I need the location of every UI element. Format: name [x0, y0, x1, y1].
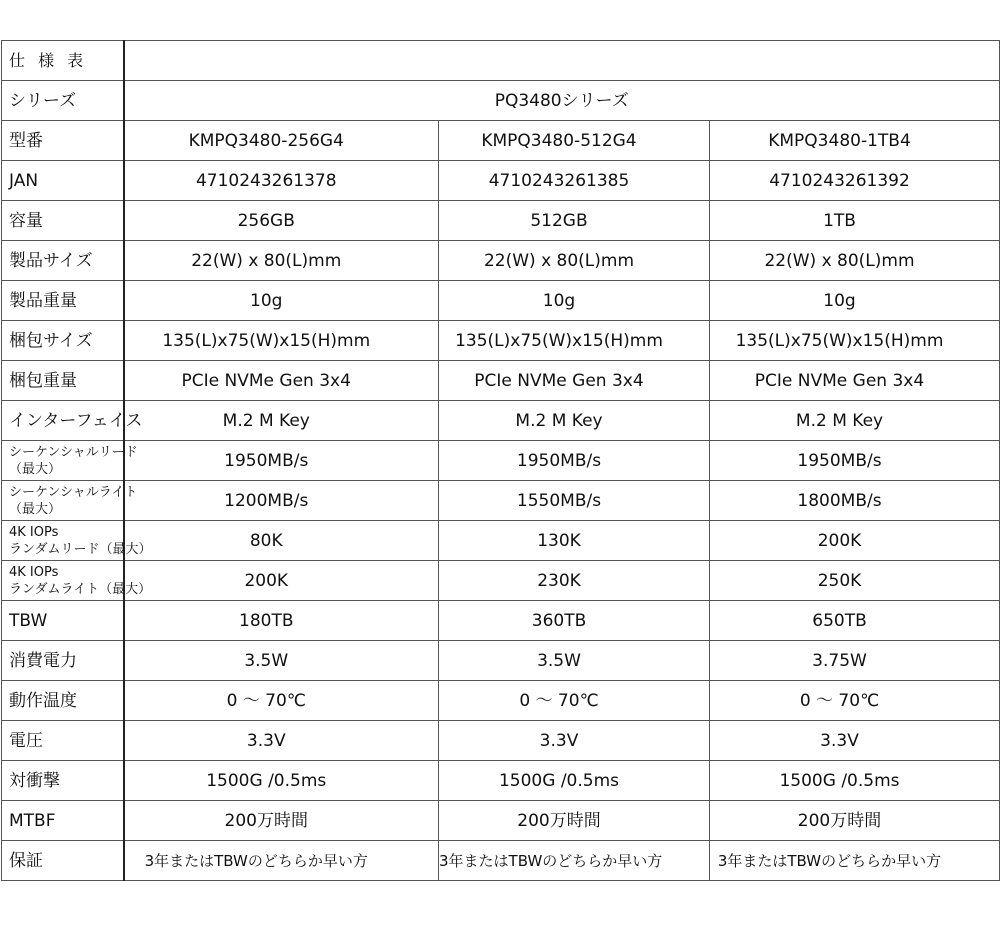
table-row — [2, 521, 1000, 561]
table-row — [2, 401, 1000, 441]
row-label — [2, 521, 152, 561]
cell-512gb: 230K — [439, 561, 710, 601]
table-row — [2, 321, 1000, 361]
row-label-line-2: （最大） — [9, 501, 62, 517]
row-label: インターフェイス — [2, 401, 124, 441]
row-label: 電圧 — [2, 721, 124, 761]
cell-512gb: 22(W) x 80(L)mm — [439, 241, 710, 281]
row-label — [2, 561, 152, 601]
spec-table — [1, 40, 1000, 881]
table-title-empty-cell — [124, 41, 1000, 81]
row-label: 型番 — [2, 121, 124, 161]
table-row — [2, 761, 1000, 801]
row-label: 梱包サイズ — [2, 321, 124, 361]
cell-512gb: 360TB — [439, 601, 710, 641]
cell-1tb: 4710243261392 — [710, 161, 1000, 201]
cell-1tb: 1TB — [710, 201, 1000, 241]
table-title: 仕 様 表 — [2, 41, 124, 81]
series-label: シリーズ — [2, 81, 124, 121]
row-label-line-1: 4K IOPs — [9, 564, 59, 580]
cell-256gb: 0 ～ 70℃ — [124, 681, 439, 721]
cell-1tb: 1500G /0.5ms — [710, 761, 1000, 801]
cell-1tb: 10g — [710, 281, 1000, 321]
cell-256gb: 180TB — [124, 601, 439, 641]
row-label-line-2: （最大） — [9, 461, 62, 477]
series-value: PQ3480シリーズ — [124, 81, 1000, 121]
cell-256gb: 3.5W — [124, 641, 439, 681]
row-label-line-1: 4K IOPs — [9, 524, 59, 540]
cell-1tb: 250K — [710, 561, 1000, 601]
row-label — [2, 441, 138, 481]
cell-1tb: 0 ～ 70℃ — [710, 681, 1000, 721]
cell-256gb: 22(W) x 80(L)mm — [124, 241, 439, 281]
cell-256gb: 135(L)x75(W)x15(H)mm — [124, 321, 439, 361]
cell-512gb: 512GB — [439, 201, 710, 241]
table-row — [2, 601, 1000, 641]
row-label: 製品重量 — [2, 281, 124, 321]
cell-512gb: 130K — [439, 521, 710, 561]
cell-512gb: 10g — [439, 281, 710, 321]
table-row — [2, 801, 1000, 841]
cell-512gb: KMPQ3480-512G4 — [439, 121, 710, 161]
table-row — [2, 361, 1000, 401]
row-label — [2, 481, 138, 521]
row-label: TBW — [2, 601, 124, 641]
cell-1tb: 3年またはTBWのどちらか早い方 — [710, 841, 1000, 881]
row-label: 梱包重量 — [2, 361, 124, 401]
table-row — [2, 241, 1000, 281]
cell-256gb: PCIe NVMe Gen 3x4 — [124, 361, 439, 401]
table-row-series — [2, 81, 1000, 121]
cell-512gb: 1550MB/s — [439, 481, 710, 521]
table-row — [2, 481, 1000, 521]
cell-1tb: 3.75W — [710, 641, 1000, 681]
row-label: JAN — [2, 161, 124, 201]
row-label-line-2: ランダムリード（最大） — [9, 541, 152, 557]
cell-256gb: 80K — [124, 521, 439, 561]
cell-512gb: 3.5W — [439, 641, 710, 681]
cell-256gb: 1950MB/s — [124, 441, 439, 481]
cell-1tb: PCIe NVMe Gen 3x4 — [710, 361, 1000, 401]
cell-256gb: 4710243261378 — [124, 161, 439, 201]
table-row — [2, 201, 1000, 241]
cell-256gb: 3年またはTBWのどちらか早い方 — [124, 841, 439, 881]
table-row — [2, 161, 1000, 201]
table-row-title — [2, 41, 1000, 81]
cell-1tb: 650TB — [710, 601, 1000, 641]
row-label: 容量 — [2, 201, 124, 241]
table-row — [2, 721, 1000, 761]
table-row — [2, 441, 1000, 481]
cell-1tb: 135(L)x75(W)x15(H)mm — [710, 321, 1000, 361]
cell-512gb: 1950MB/s — [439, 441, 710, 481]
cell-256gb: 200K — [124, 561, 439, 601]
cell-512gb: 135(L)x75(W)x15(H)mm — [439, 321, 710, 361]
cell-1tb: 200K — [710, 521, 1000, 561]
cell-1tb: 200万時間 — [710, 801, 1000, 841]
table-row — [2, 281, 1000, 321]
table-row — [2, 121, 1000, 161]
table-row — [2, 561, 1000, 601]
cell-1tb: KMPQ3480-1TB4 — [710, 121, 1000, 161]
cell-256gb: 1200MB/s — [124, 481, 439, 521]
cell-256gb: 200万時間 — [124, 801, 439, 841]
row-label-line-1: シーケンシャルライト — [9, 484, 138, 500]
cell-1tb: 1800MB/s — [710, 481, 1000, 521]
cell-512gb: 1500G /0.5ms — [439, 761, 710, 801]
cell-256gb: KMPQ3480-256G4 — [124, 121, 439, 161]
row-label: MTBF — [2, 801, 124, 841]
cell-256gb: 10g — [124, 281, 439, 321]
cell-1tb: 3.3V — [710, 721, 1000, 761]
row-label: 対衝撃 — [2, 761, 124, 801]
cell-256gb: M.2 M Key — [124, 401, 439, 441]
cell-1tb: 1950MB/s — [710, 441, 1000, 481]
cell-512gb: 200万時間 — [439, 801, 710, 841]
cell-1tb: 22(W) x 80(L)mm — [710, 241, 1000, 281]
cell-256gb: 1500G /0.5ms — [124, 761, 439, 801]
cell-256gb: 256GB — [124, 201, 439, 241]
cell-512gb: 3年またはTBWのどちらか早い方 — [439, 841, 710, 881]
cell-512gb: PCIe NVMe Gen 3x4 — [439, 361, 710, 401]
cell-512gb: 0 ～ 70℃ — [439, 681, 710, 721]
row-label-line-2: ランダムライト（最大） — [9, 581, 152, 597]
row-label: 動作温度 — [2, 681, 124, 721]
row-label: 保証 — [2, 841, 124, 881]
row-label: 消費電力 — [2, 641, 124, 681]
table-row — [2, 841, 1000, 881]
row-label-line-1: シーケンシャルリード — [9, 444, 138, 460]
cell-256gb: 3.3V — [124, 721, 439, 761]
table-row — [2, 681, 1000, 721]
cell-1tb: M.2 M Key — [710, 401, 1000, 441]
cell-512gb: 3.3V — [439, 721, 710, 761]
row-label: 製品サイズ — [2, 241, 124, 281]
cell-512gb: 4710243261385 — [439, 161, 710, 201]
cell-512gb: M.2 M Key — [439, 401, 710, 441]
table-row — [2, 641, 1000, 681]
